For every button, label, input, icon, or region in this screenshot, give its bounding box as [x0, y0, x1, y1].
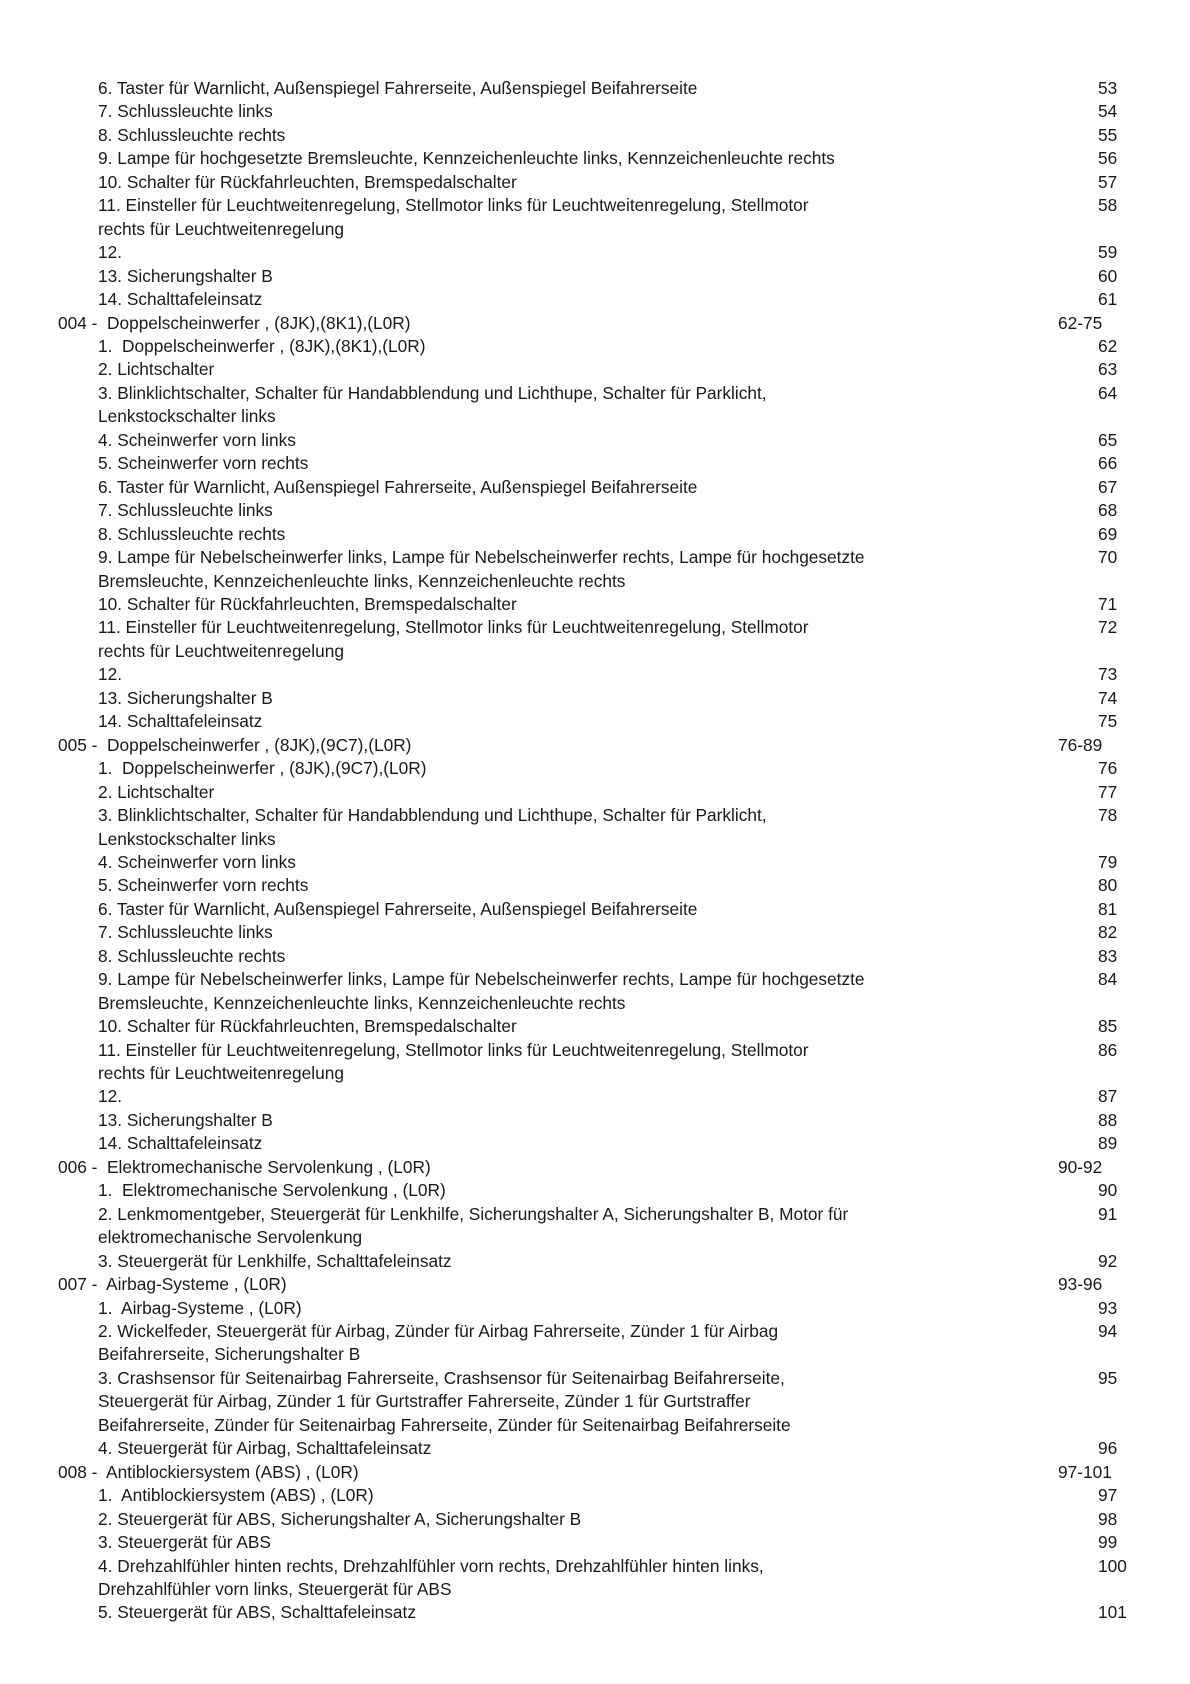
toc-entry-title: [58, 1203, 1018, 1250]
toc-page-number: 92: [1098, 1250, 1118, 1271]
toc-entry-title: [58, 1367, 1018, 1437]
toc-entry-title: [58, 77, 1018, 100]
toc-page-number: 63: [1098, 359, 1118, 380]
toc-entry: [58, 1437, 1128, 1460]
toc-entry: [58, 804, 1128, 851]
toc-entry-title: [58, 1484, 1018, 1507]
toc-page-number: 69: [1098, 523, 1118, 544]
toc-entry: [58, 335, 1128, 358]
toc-entry-title: [58, 124, 1018, 147]
toc-entry: [58, 663, 1128, 686]
toc-entry: [58, 1015, 1128, 1038]
toc-entry-title-line: 10. Schalter für Rückfahrleuchten, Bremspedalschalter: [98, 171, 517, 192]
toc-page-number: 97: [1098, 1485, 1118, 1506]
toc-entry-title-line: Steuergerät für Airbag, Zünder 1 für Gurtstraffer Fahrerseite, Zünder 1 für Gurtstraffer: [98, 1391, 751, 1412]
toc-entry-title-line: 3. Steuergerät für ABS: [98, 1532, 271, 1553]
toc-entry-title: [58, 100, 1018, 123]
toc-entry-title: [58, 1601, 1018, 1624]
toc-entry-title-line: 12.: [98, 1086, 123, 1107]
toc-entry-title: [58, 1531, 1018, 1554]
toc-entry-title: [58, 1437, 1018, 1460]
toc-entry-title-line: 007 - Airbag-Systeme , (L0R): [58, 1274, 287, 1295]
toc-entry-title: [58, 1555, 1018, 1602]
toc-entry: [58, 265, 1128, 288]
toc-entry-title-line: rechts für Leuchtweitenregelung: [98, 218, 344, 239]
toc-entry-title-line: 8. Schlussleuchte rechts: [98, 124, 286, 145]
toc-page-number: 90: [1098, 1180, 1118, 1201]
toc-entry-title-line: 13. Sicherungshalter B: [98, 265, 273, 286]
toc-entry-title: [58, 851, 1018, 874]
toc-page-number: 94: [1098, 1321, 1118, 1342]
toc-entry: [58, 1531, 1128, 1554]
toc-page-number: 76-89: [1058, 734, 1103, 755]
toc-entry: [58, 288, 1128, 311]
toc-entry-title-line: 14. Schalttafeleinsatz: [98, 711, 263, 732]
toc-entry-title-line: 3. Steuergerät für Lenkhilfe, Schalttafeleinsatz: [98, 1250, 452, 1271]
toc-entry: [58, 851, 1128, 874]
toc-entry-title-line: 2. Lichtschalter: [98, 781, 215, 802]
toc-entry: [58, 1320, 1128, 1367]
toc-entry-title-line: Lenkstockschalter links: [98, 406, 276, 427]
toc-entry-title: [58, 1109, 1018, 1132]
toc-page-number: 81: [1098, 898, 1118, 919]
toc-entry: [58, 476, 1128, 499]
toc-entry-title: [58, 663, 1018, 686]
toc-entry-title-line: elektromechanische Servolenkung: [98, 1227, 363, 1248]
toc-entry: [58, 77, 1128, 100]
toc-entry: [58, 382, 1128, 429]
toc-entry-title-line: 2. Steuergerät für ABS, Sicherungshalter A, Sicherungshalter B: [98, 1508, 582, 1529]
toc-entry-title: [58, 382, 1018, 429]
toc-entry-title-line: Beifahrerseite, Zünder für Seitenairbag Fahrerseite, Zünder für Seitenairbag Beifahrerseite: [98, 1414, 791, 1435]
toc-entry-title-line: Beifahrerseite, Sicherungshalter B: [98, 1344, 361, 1365]
toc-entry-title-line: Lenkstockschalter links: [98, 828, 276, 849]
toc-entry-title-line: 7. Schlussleuchte links: [98, 500, 273, 521]
toc-entry-title-line: 1. Doppelscheinwerfer , (8JK),(9C7),(L0R): [98, 758, 427, 779]
toc-entry: [58, 358, 1128, 381]
toc-entry-title: [58, 312, 1058, 335]
toc-entry: [58, 1203, 1128, 1250]
toc-entry: [58, 1039, 1128, 1086]
toc-page-number: 89: [1098, 1133, 1118, 1154]
toc-page-number: 70: [1098, 547, 1118, 568]
toc-entry-title: [58, 1273, 1058, 1296]
toc-entry: [58, 593, 1128, 616]
toc-entry-title-line: 11. Einsteller für Leuchtweitenregelung, Stellmotor links für Leuchtweitenregelung, Stellmotor: [98, 617, 809, 638]
toc-entry-title-line: 9. Lampe für hochgesetzte Bremsleuchte, Kennzeichenleuchte links, Kennzeichenleuchte rechts: [98, 148, 835, 169]
toc-page-number: 101: [1098, 1602, 1127, 1623]
toc-entry-title-line: 9. Lampe für Nebelscheinwerfer links, Lampe für Nebelscheinwerfer rechts, Lampe für hochgesetzte: [98, 547, 865, 568]
toc-entry: [58, 124, 1128, 147]
toc-entry: [58, 1484, 1128, 1507]
toc-entry-title: [58, 968, 1018, 1015]
toc-section-entry: [58, 312, 1128, 335]
toc-entry: [58, 171, 1128, 194]
toc-entry-title-line: 11. Einsteller für Leuchtweitenregelung, Stellmotor links für Leuchtweitenregelung, Stellmotor: [98, 195, 809, 216]
toc-entry: [58, 874, 1128, 897]
toc-entry-title: [58, 241, 1018, 264]
toc-entry: [58, 1085, 1128, 1108]
toc-entry-title-line: 3. Blinklichtschalter, Schalter für Handabblendung und Lichthupe, Schalter für Parklicht,: [98, 382, 767, 403]
toc-entry-title: [58, 687, 1018, 710]
toc-entry-title: [58, 804, 1018, 851]
toc-page-number: 74: [1098, 687, 1118, 708]
toc-entry-title: [58, 1320, 1018, 1367]
toc-entry-title-line: 6. Taster für Warnlicht, Außenspiegel Fahrerseite, Außenspiegel Beifahrerseite: [98, 78, 698, 98]
toc-page-number: 62-75: [1058, 312, 1103, 333]
toc-entry: [58, 1555, 1128, 1602]
toc-entry: [58, 1179, 1128, 1202]
toc-page-number: 61: [1098, 289, 1118, 310]
toc-entry-title: [58, 147, 1018, 170]
toc-page-number: 93-96: [1058, 1274, 1103, 1295]
toc-entry-title: [58, 523, 1018, 546]
toc-page-number: 96: [1098, 1438, 1118, 1459]
toc-entry-title-line: 4. Scheinwerfer vorn links: [98, 851, 296, 872]
toc-page-number: 90-92: [1058, 1156, 1103, 1177]
toc-entry-title: [58, 1508, 1018, 1531]
toc-entry-title-line: 7. Schlussleuchte links: [98, 922, 273, 943]
toc-entry-title: [58, 898, 1018, 921]
toc-entry: [58, 523, 1128, 546]
toc-entry-title-line: 4. Steuergerät für Airbag, Schalttafeleinsatz: [98, 1438, 432, 1459]
toc-page-number: 54: [1098, 101, 1118, 122]
toc-section-entry: [58, 1156, 1128, 1179]
toc-page-number: 95: [1098, 1367, 1118, 1388]
toc-entry-title-line: 10. Schalter für Rückfahrleuchten, Bremspedalschalter: [98, 593, 517, 614]
toc-entry-title-line: 3. Crashsensor für Seitenairbag Fahrerseite, Crashsensor für Seitenairbag Beifahrerseite,: [98, 1367, 785, 1388]
toc-entry: [58, 1297, 1128, 1320]
toc-page-number: 86: [1098, 1039, 1118, 1060]
toc-entry-title-line: 2. Lenkmomentgeber, Steuergerät für Lenkhilfe, Sicherungshalter A, Sicherungshalter B, Motor für: [98, 1203, 849, 1224]
toc-entry: [58, 1601, 1128, 1624]
toc-page-number: 77: [1098, 781, 1118, 802]
toc-entry-title: [58, 1297, 1018, 1320]
toc-entry-title-line: 004 - Doppelscheinwerfer , (8JK),(8K1),(L0R): [58, 312, 411, 333]
toc-entry: [58, 945, 1128, 968]
toc-entry-title-line: 6. Taster für Warnlicht, Außenspiegel Fahrerseite, Außenspiegel Beifahrerseite: [98, 898, 698, 919]
toc-entry: [58, 1508, 1128, 1531]
toc-entry-title-line: 1. Doppelscheinwerfer , (8JK),(8K1),(L0R): [98, 335, 426, 356]
toc-entry: [58, 1367, 1128, 1437]
toc-entry: [58, 781, 1128, 804]
toc-entry-title-line: Bremsleuchte, Kennzeichenleuchte links, Kennzeichenleuchte rechts: [98, 992, 626, 1013]
toc-entry: [58, 1109, 1128, 1132]
toc-entry-title-line: 1. Airbag-Systeme , (L0R): [98, 1297, 302, 1318]
toc-page-number: 93: [1098, 1297, 1118, 1318]
toc-entry: [58, 194, 1128, 241]
toc-page-number: 85: [1098, 1016, 1118, 1037]
toc-entry: [58, 757, 1128, 780]
toc-entry-title-line: 12.: [98, 664, 123, 685]
toc-entry-title-line: 3. Blinklichtschalter, Schalter für Handabblendung und Lichthupe, Schalter für Parklicht,: [98, 805, 767, 826]
toc-page-number: 98: [1098, 1508, 1118, 1529]
toc-entry: [58, 147, 1128, 170]
toc-page-number: 91: [1098, 1203, 1118, 1224]
toc-page-number: 72: [1098, 617, 1118, 638]
toc-page-number: 100: [1098, 1555, 1127, 1576]
toc-entry-title-line: 4. Scheinwerfer vorn links: [98, 429, 296, 450]
toc-entry-title: [58, 452, 1018, 475]
toc-entry-title: [58, 1085, 1018, 1108]
toc-entry-title: [58, 476, 1018, 499]
toc-entry: [58, 1132, 1128, 1155]
toc-page-number: 59: [1098, 242, 1118, 263]
toc-page-number: 87: [1098, 1086, 1118, 1107]
toc-entry-title: [58, 1015, 1018, 1038]
toc-entry-title: [58, 734, 1058, 757]
toc-entry-title: [58, 757, 1018, 780]
toc-entry-title-line: 2. Lichtschalter: [98, 359, 215, 380]
toc-page-number: 56: [1098, 148, 1118, 169]
toc-entry-title-line: 13. Sicherungshalter B: [98, 1109, 273, 1130]
toc-entry-title-line: 11. Einsteller für Leuchtweitenregelung, Stellmotor links für Leuchtweitenregelung, Stellmotor: [98, 1039, 809, 1060]
toc-entry-title: [58, 171, 1018, 194]
toc-page-number: 55: [1098, 124, 1118, 145]
toc-entry-title: [58, 546, 1018, 593]
toc-page-number: 68: [1098, 500, 1118, 521]
toc-entry: [58, 499, 1128, 522]
toc-page-number: 62: [1098, 335, 1118, 356]
toc-entry-title-line: 6. Taster für Warnlicht, Außenspiegel Fahrerseite, Außenspiegel Beifahrerseite: [98, 476, 698, 497]
toc-entry-title-line: rechts für Leuchtweitenregelung: [98, 1063, 344, 1084]
toc-entry-title: [58, 1461, 1058, 1484]
toc-page-number: 97-101: [1058, 1461, 1112, 1482]
toc-entry: [58, 968, 1128, 1015]
toc-page-number: 73: [1098, 664, 1118, 685]
toc-entry: [58, 1250, 1128, 1273]
toc-entry-title: [58, 1132, 1018, 1155]
toc-page-number: 58: [1098, 195, 1118, 216]
toc-page-number: 99: [1098, 1532, 1118, 1553]
toc-section-entry: [58, 1461, 1128, 1484]
toc-entry: [58, 546, 1128, 593]
toc-entry-title: [58, 781, 1018, 804]
toc-entry-title: [58, 593, 1018, 616]
toc-page-number: 66: [1098, 453, 1118, 474]
toc-entry-title-line: rechts für Leuchtweitenregelung: [98, 640, 344, 661]
toc-entry-title: [58, 358, 1018, 381]
toc-page-number: 80: [1098, 875, 1118, 896]
toc-page-number: 60: [1098, 265, 1118, 286]
toc-entry: [58, 898, 1128, 921]
toc-section-entry: [58, 1273, 1128, 1296]
toc-entry-title: [58, 288, 1018, 311]
toc-page-number: 79: [1098, 851, 1118, 872]
toc-entry: [58, 921, 1128, 944]
toc-entry-title-line: 13. Sicherungshalter B: [98, 687, 273, 708]
toc-entry-title: [58, 874, 1018, 897]
toc-entry-title: [58, 1156, 1058, 1179]
toc-entry: [58, 710, 1128, 733]
toc-entry-title-line: 9. Lampe für Nebelscheinwerfer links, Lampe für Nebelscheinwerfer rechts, Lampe für hochgesetzte: [98, 969, 865, 990]
toc-entry-title-line: 1. Elektromechanische Servolenkung , (L0R): [98, 1180, 446, 1201]
toc-entry-title: [58, 1039, 1018, 1086]
toc-entry-title: [58, 616, 1018, 663]
toc-entry-title: [58, 1179, 1018, 1202]
toc-page-number: 78: [1098, 805, 1118, 826]
toc-page-number: 76: [1098, 758, 1118, 779]
toc-entry: [58, 429, 1128, 452]
toc-page-number: 84: [1098, 969, 1118, 990]
toc-entry-title-line: 005 - Doppelscheinwerfer , (8JK),(9C7),(L0R): [58, 734, 412, 755]
toc-entry-title-line: Bremsleuchte, Kennzeichenleuchte links, Kennzeichenleuchte rechts: [98, 570, 626, 591]
toc-entry: [58, 100, 1128, 123]
toc-entry-title-line: 8. Schlussleuchte rechts: [98, 523, 286, 544]
toc-entry-title-line: 008 - Antiblockiersystem (ABS) , (L0R): [58, 1461, 359, 1482]
toc-entry-title: [58, 945, 1018, 968]
toc-page-number: 64: [1098, 382, 1118, 403]
toc-entry: [58, 241, 1128, 264]
toc-entry-title-line: 14. Schalttafeleinsatz: [98, 1133, 263, 1154]
toc-entry-title: [58, 710, 1018, 733]
toc-page-number: 82: [1098, 922, 1118, 943]
toc-entry-title-line: 1. Antiblockiersystem (ABS) , (L0R): [98, 1485, 374, 1506]
toc-entry-title: [58, 335, 1018, 358]
toc-entry-title-line: 2. Wickelfeder, Steuergerät für Airbag, Zünder für Airbag Fahrerseite, Zünder 1 für Airbag: [98, 1321, 779, 1342]
toc-entry-title-line: 12.: [98, 242, 123, 263]
toc-page-number: 65: [1098, 429, 1118, 450]
toc-section-entry: [58, 734, 1128, 757]
toc-entry: [58, 452, 1128, 475]
toc-entry: [58, 687, 1128, 710]
toc-page-number: 71: [1098, 593, 1118, 614]
toc-entry-title: [58, 1250, 1018, 1273]
toc-page-number: 67: [1098, 476, 1118, 497]
toc-entry-title-line: 006 - Elektromechanische Servolenkung , (L0R): [58, 1156, 431, 1177]
toc-entry-title-line: 8. Schlussleuchte rechts: [98, 945, 286, 966]
toc-page-number: 57: [1098, 171, 1118, 192]
toc-entry-title-line: 5. Steuergerät für ABS, Schalttafeleinsatz: [98, 1602, 416, 1623]
toc-entry-title: [58, 194, 1018, 241]
toc-entry-title-line: 14. Schalttafeleinsatz: [98, 289, 263, 310]
toc-entry-title-line: 5. Scheinwerfer vorn rechts: [98, 875, 309, 896]
toc-entry-title-line: 10. Schalter für Rückfahrleuchten, Bremspedalschalter: [98, 1016, 517, 1037]
table-of-contents: [58, 77, 1128, 1625]
toc-entry-title-line: Drehzahlfühler vorn links, Steuergerät für ABS: [98, 1579, 452, 1599]
toc-entry: [58, 616, 1128, 663]
toc-entry-title-line: 5. Scheinwerfer vorn rechts: [98, 453, 309, 474]
toc-entry-title: [58, 265, 1018, 288]
toc-entry-title: [58, 921, 1018, 944]
toc-entry-title: [58, 429, 1018, 452]
toc-page-number: 53: [1098, 78, 1118, 98]
toc-page-number: 83: [1098, 945, 1118, 966]
toc-entry-title: [58, 499, 1018, 522]
toc-page-number: 75: [1098, 711, 1118, 732]
toc-entry-title-line: 7. Schlussleuchte links: [98, 101, 273, 122]
toc-entry-title-line: 4. Drehzahlfühler hinten rechts, Drehzahlfühler vorn rechts, Drehzahlfühler hinten links,: [98, 1555, 764, 1576]
toc-page-number: 88: [1098, 1109, 1118, 1130]
